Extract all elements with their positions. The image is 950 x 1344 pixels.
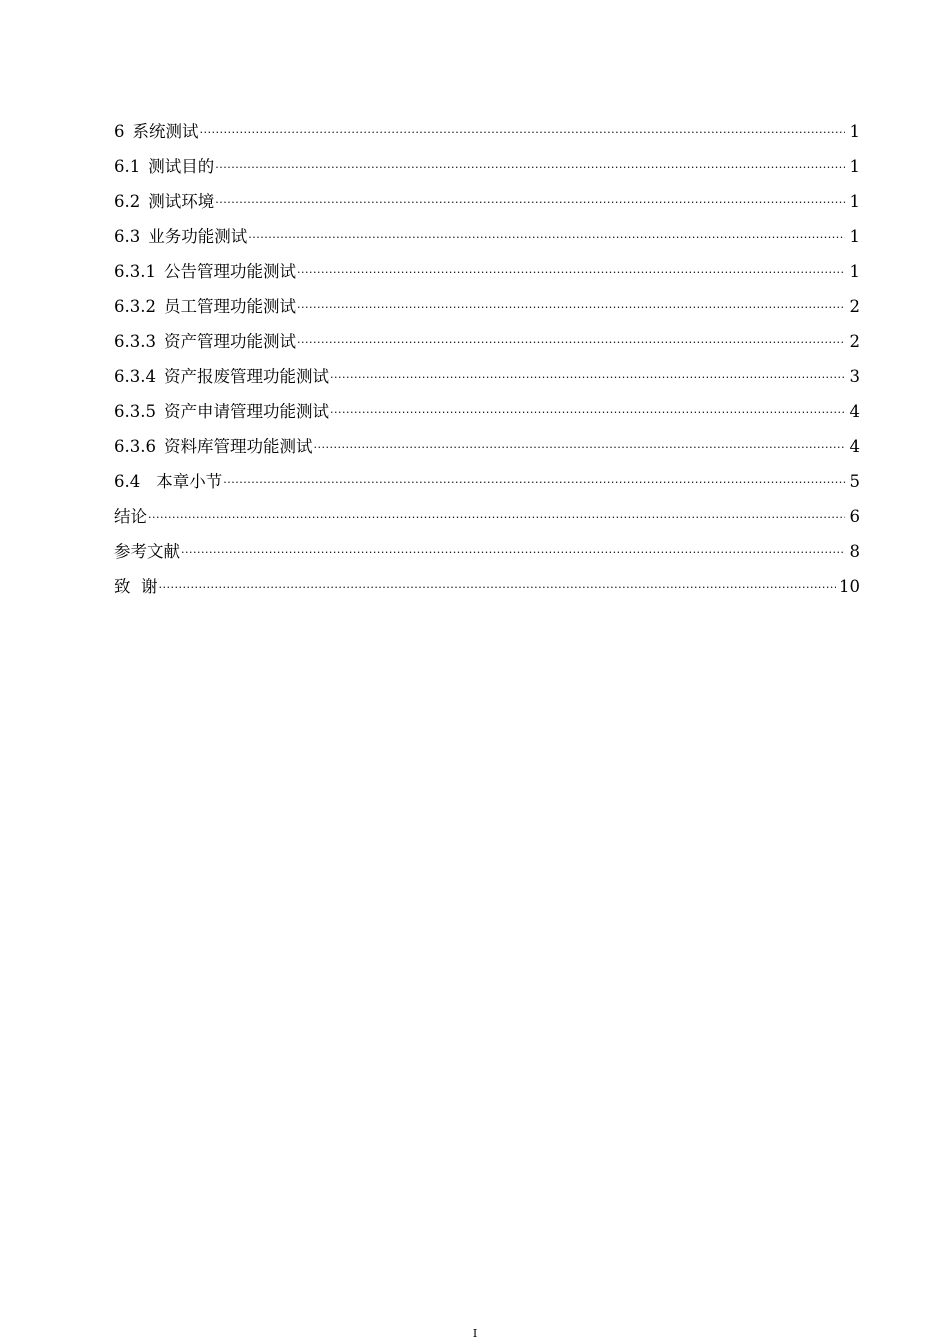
toc-entry-6-1[interactable] [114,149,860,184]
toc-entry-page: 5 [849,472,860,491]
toc-entry-page: 1 [849,192,860,211]
toc-entry-number: 6.3.5 [114,402,156,421]
toc-entry-title: 本章小节 [156,472,223,491]
dot-leader [330,392,845,427]
toc-entry-title: 资产管理功能测试 [163,332,296,351]
toc-entry-title: 资产报废管理功能测试 [163,367,329,386]
toc-entry-title: 业务功能测试 [148,227,248,246]
toc-entry-page: 2 [849,332,860,351]
dot-leader [297,287,845,322]
toc-entry-page: 1 [849,122,860,141]
toc-entry-title: 参考文献 [114,542,180,561]
dot-leader [297,252,845,287]
table-of-contents [114,114,860,604]
toc-entry-6-3-1[interactable] [114,254,860,289]
toc-entry-6-3-5[interactable] [114,394,860,429]
dot-leader [215,182,845,217]
toc-entry-title: 测试目的 [148,157,215,176]
toc-entry-number: 6.3.6 [114,437,156,456]
toc-entry-6-3[interactable] [114,219,860,254]
toc-entry-title: 员工管理功能测试 [163,297,296,316]
toc-entry-page: 4 [849,402,860,421]
toc-entry-page: 1 [849,227,860,246]
toc-entry-page: 4 [849,437,860,456]
toc-entry-acknowledgements[interactable] [114,569,860,604]
toc-entry-title: 资产申请管理功能测试 [163,402,329,421]
toc-entry-6-3-2[interactable] [114,289,860,324]
toc-entry-page: 1 [849,157,860,176]
toc-entry-6-4[interactable] [114,464,860,499]
dot-leader [215,147,845,182]
toc-entry-page: 10 [839,577,860,596]
toc-entry-number: 6 [114,122,125,141]
toc-entry-number: 6.1 [114,157,141,176]
toc-entry-6-3-3[interactable] [114,324,860,359]
toc-entry-page: 2 [849,297,860,316]
toc-entry-6-3-6[interactable] [114,429,860,464]
toc-entry-6-3-4[interactable] [114,359,860,394]
toc-entry-title: 资料库管理功能测试 [163,437,313,456]
toc-entry-number: 6.3.2 [114,297,156,316]
toc-entry-number: 6.3 [114,227,141,246]
toc-entry-references[interactable] [114,534,860,569]
dot-leader [248,217,845,252]
toc-entry-6-2[interactable] [114,184,860,219]
page-number-footer: I [472,1327,478,1340]
dot-leader [200,112,846,147]
toc-entry-title: 系统测试 [132,122,199,141]
dot-leader [330,357,845,392]
toc-entry-6[interactable] [114,114,860,149]
toc-entry-title: 结论 [114,507,147,526]
toc-entry-page: 3 [849,367,860,386]
toc-entry-number: 6.2 [114,192,141,211]
dot-leader [181,532,845,567]
toc-entry-title: 致 谢 [114,577,158,596]
toc-entry-page: 8 [849,542,860,561]
toc-entry-number: 6.3.3 [114,332,156,351]
dot-leader [313,427,845,462]
dot-leader [297,322,845,357]
toc-entry-title: 公告管理功能测试 [163,262,296,281]
toc-entry-conclusion[interactable] [114,499,860,534]
toc-entry-page: 6 [849,507,860,526]
toc-entry-number: 6.4 [114,472,141,491]
toc-entry-number: 6.3.1 [114,262,156,281]
toc-entry-title: 测试环境 [148,192,215,211]
dot-leader [223,462,845,497]
toc-entry-number: 6.3.4 [114,367,156,386]
dot-leader [148,497,845,532]
toc-entry-page: 1 [849,262,860,281]
dot-leader [159,567,837,602]
